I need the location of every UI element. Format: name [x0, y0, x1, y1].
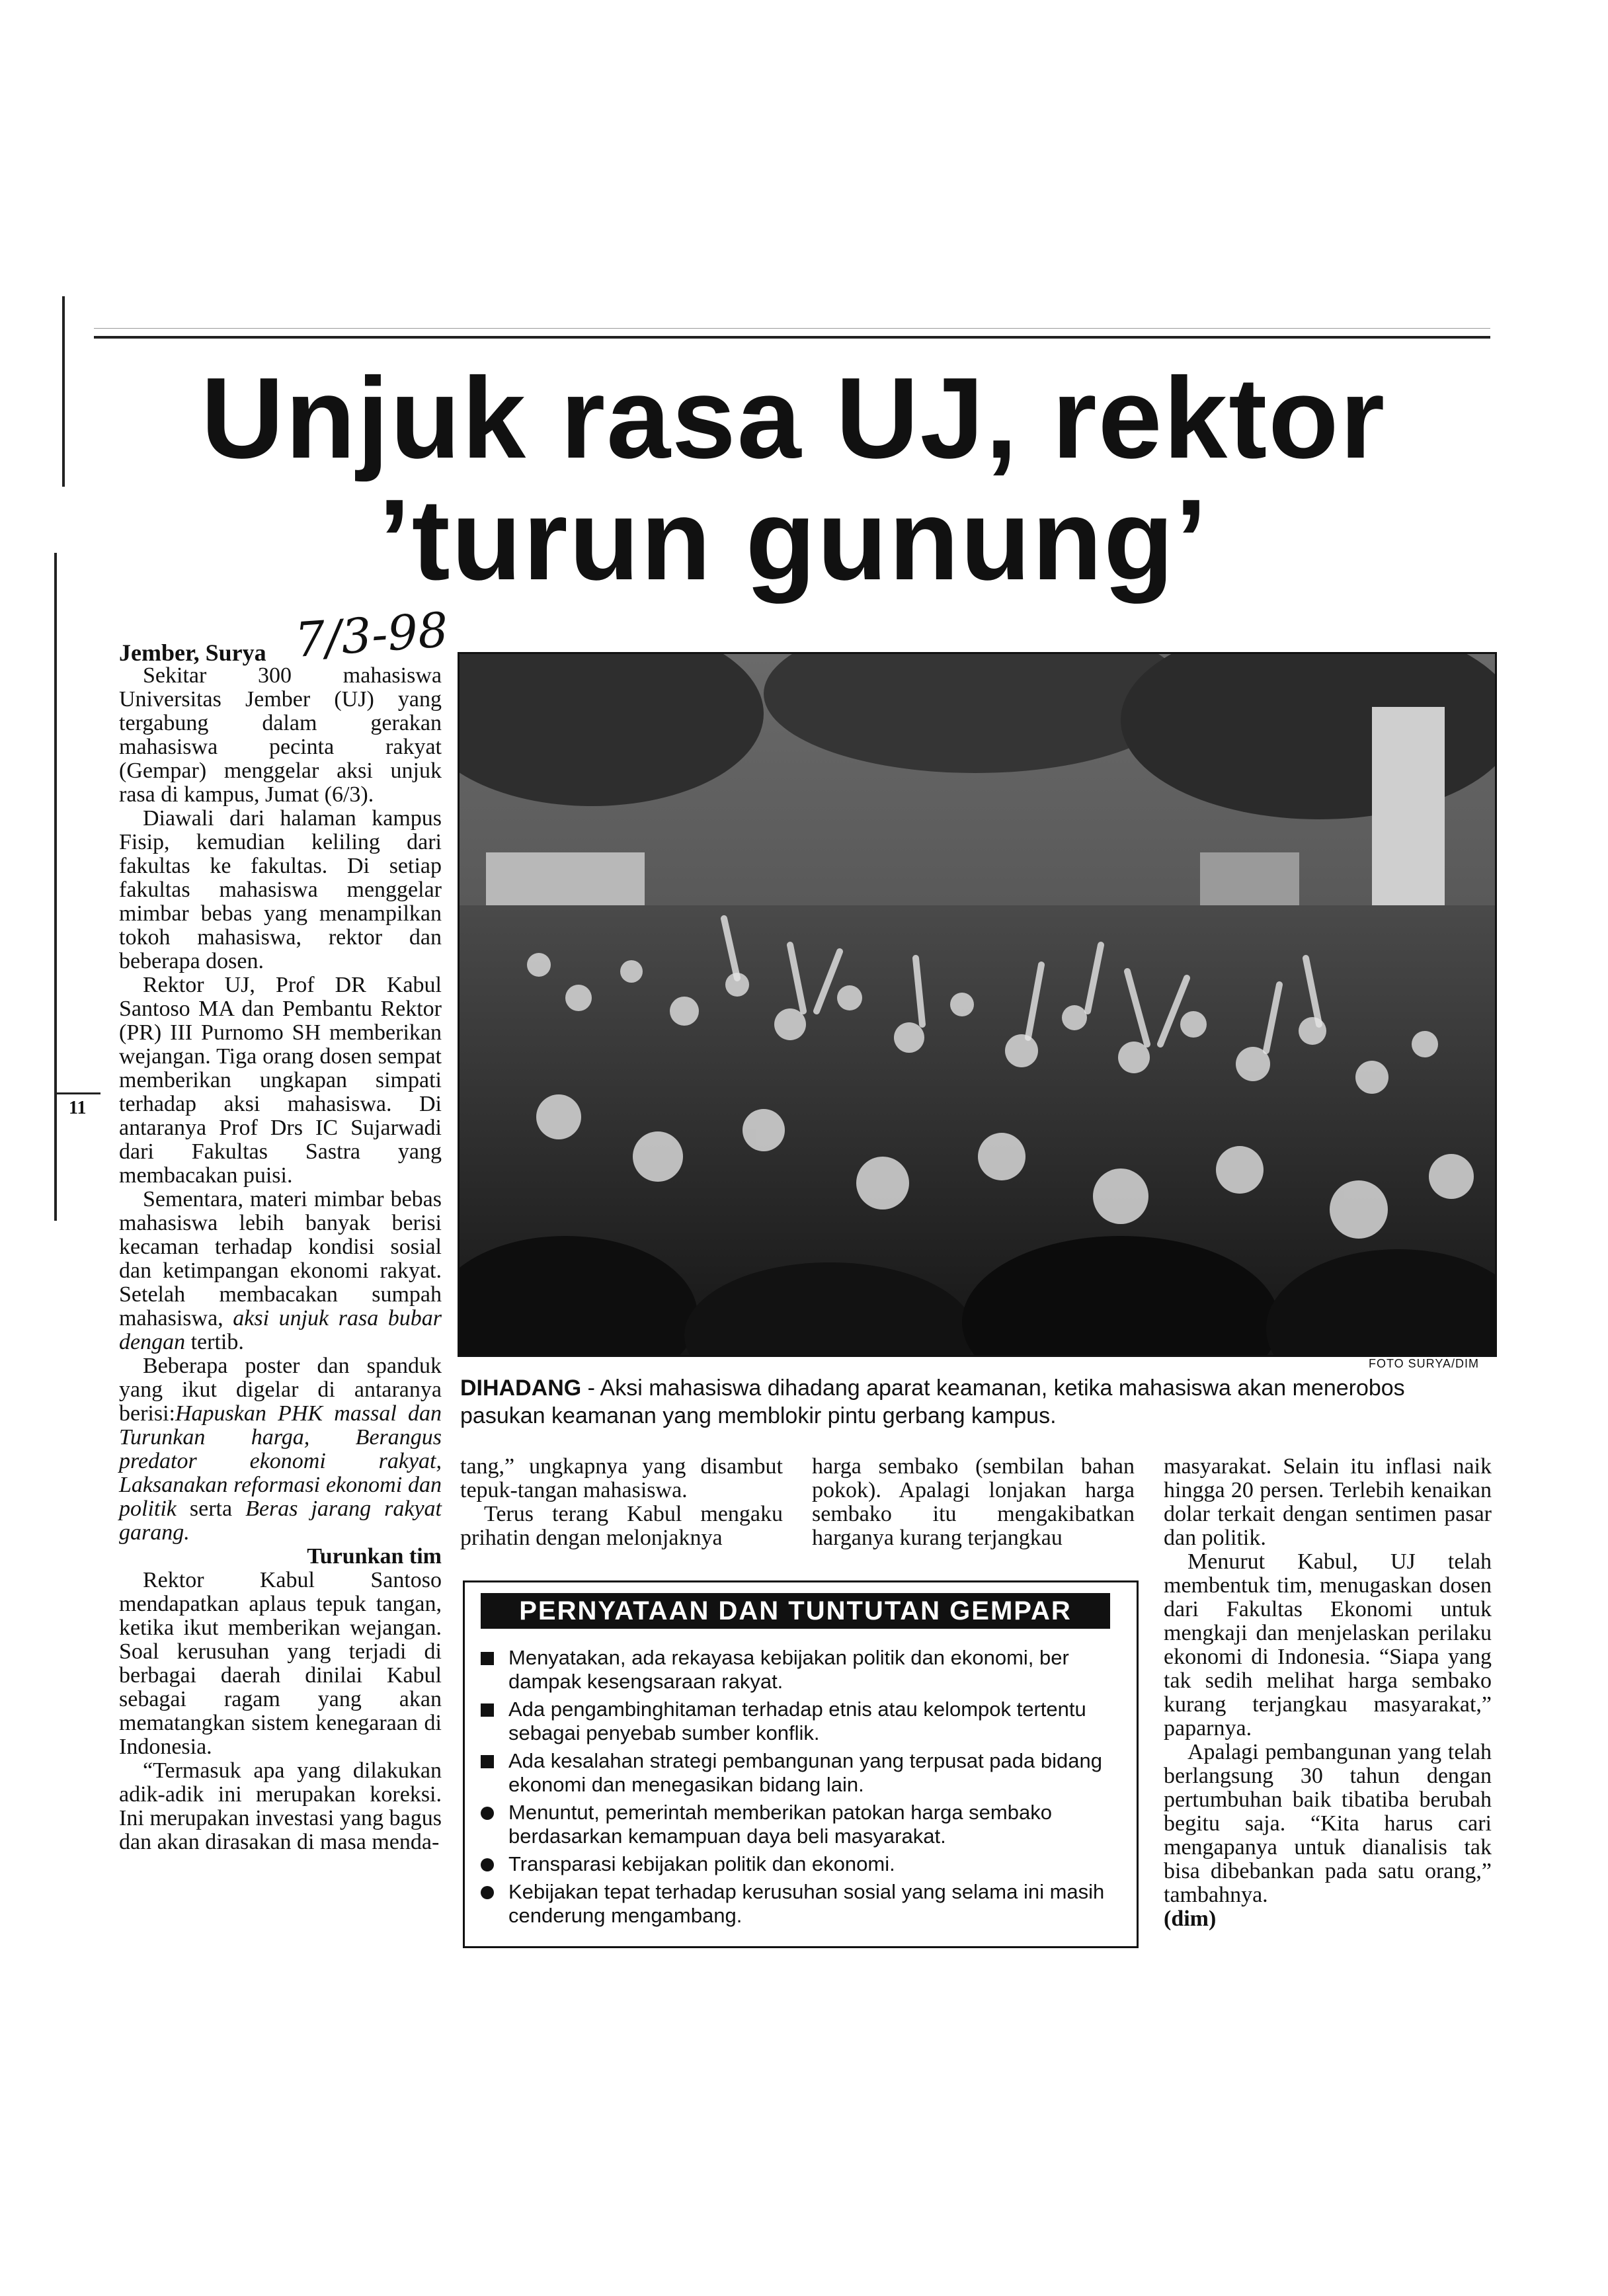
square-bullet-icon	[481, 1652, 494, 1665]
poster-slogan: Beras jarang rakyat garang.	[119, 1496, 442, 1545]
handwritten-date: 7/3-98	[293, 602, 450, 668]
paragraph-text: Beberapa poster dan spanduk yang ikut digelar di antaranya berisi:	[119, 1354, 442, 1426]
statement-item	[481, 1749, 1115, 1797]
statement-text: Menyatakan, ada rekayasa kebijakan politik dan ekonomi, ber dampak kesengsaraan rakyat.	[508, 1646, 1069, 1693]
statement-text: Ada pengambinghitaman terhadap etnis atau kelompok tertentu sebagai penyebab sumber konflik.	[508, 1698, 1086, 1744]
paragraph: Apalagi pembangunan yang telah berlangsung 30 tahun dengan pertumbuhan baik tibatiba berubah begitu saja. “Kita harus cari mengapanya untuk dianalisis tak bisa dibebankan pada satu orang,” tambahnya.	[1164, 1740, 1492, 1907]
square-bullet-icon	[481, 1755, 494, 1768]
demand-text: Kebijakan tepat terhadap kerusuhan sosial yang selama ini masih cenderung mengambang.	[508, 1880, 1105, 1927]
demand-item	[481, 1801, 1115, 1848]
round-bullet-icon	[481, 1886, 494, 1899]
paragraph: tang,” ungkapnya yang disambut tepuk-tangan mahasiswa.	[460, 1454, 783, 1502]
page-number: 11	[69, 1098, 87, 1118]
statement-text: Ada kesalahan strategi pembangunan yang terpusat pada bidang ekonomi dan menegasikan bidang lain.	[508, 1749, 1102, 1796]
left-margin-rule	[62, 296, 65, 487]
statement-list	[481, 1646, 1115, 1932]
paragraph: “Termasuk apa yang dilakukan adik-adik ini merupakan koreksi. Ini merupakan investasi yang bagus dan akan dirasakan di masa menda-	[119, 1758, 442, 1854]
caption-lead: DIHADANG	[460, 1375, 582, 1401]
paragraph: masyarakat. Selain itu inflasi naik hingga 20 persen. Terlebih kenaikan dolar terkait dengan sentimen pasar dan politik.	[1164, 1454, 1492, 1550]
photo-caption	[460, 1374, 1492, 1430]
demand-text: Transparasi kebijakan politik dan ekonomi.	[508, 1852, 895, 1875]
paragraph: Sekitar 300 mahasiswa Universitas Jember (UJ) yang tergabung dalam gerakan mahasiswa pecinta rakyat (Gempar) menggelar aksi unjuk rasa di kampus, Jumat (6/3).	[119, 663, 442, 807]
paragraph-text: Sementara, materi mimbar bebas mahasiswa lebih banyak berisi kecaman terhadap kondisi sosial dan ketimpangan ekonomi rakyat. Setelah membacakan sumpah mahasiswa,	[119, 1187, 442, 1331]
headline-line-2: ’turun gunung’	[378, 475, 1209, 604]
paragraph: Terus terang Kabul mengaku prihatin dengan melonjaknya	[460, 1502, 783, 1550]
square-bullet-icon	[481, 1703, 494, 1717]
statement-item	[481, 1646, 1115, 1694]
statement-item	[481, 1698, 1115, 1745]
paragraph: Menurut Kabul, UJ telah membentuk tim, menugaskan dosen dari Fakultas Ekonomi untuk mengkaji dan menjelaskan perilaku ekonomi di Indonesia. “Siapa yang tak sedih melihat harga sembako kurang terjangkau masyarakat,” paparnya.	[1164, 1549, 1492, 1741]
crowd-photo-illustration	[460, 654, 1495, 1355]
article-column-left	[119, 664, 442, 1854]
article-column-mid-b	[812, 1455, 1135, 1550]
article-column-right	[1164, 1455, 1492, 1931]
demand-item	[481, 1880, 1115, 1928]
headline-line-1: Unjuk rasa UJ, rektor	[200, 353, 1387, 482]
top-rule	[94, 336, 1490, 339]
paragraph	[119, 1354, 442, 1545]
demand-text: Menuntut, pemerintah memberikan patokan harga sembako berdasarkan kemampuan daya beli masyarakat.	[508, 1801, 1052, 1848]
paragraph: Diawali dari halaman kampus Fisip, kemudian keliling dari fakultas ke fakultas. Di setiap fakultas mahasiswa menggelar mimbar bebas yang menampilkan tokoh mahasiswa, rektor dan beberapa dosen.	[119, 806, 442, 973]
statement-box-title: PERNYATAAN DAN TUNTUTAN GEMPAR	[481, 1593, 1110, 1629]
left-margin-rule-lower	[54, 553, 57, 1221]
caption-text: - Aksi mahasiswa dihadang aparat keamanan, ketika mahasiswa akan menerobos pasukan keamanan yang memblokir pintu gerbang kampus.	[460, 1375, 1405, 1428]
paragraph-text: tertib.	[190, 1330, 244, 1354]
author-signoff: (dim)	[1164, 1906, 1217, 1931]
page-number-tick	[54, 1092, 100, 1094]
paragraph-text: serta	[189, 1496, 233, 1521]
paragraph-emphasis: aksi unjuk rasa bubar dengan	[119, 1306, 442, 1354]
top-thin-rule	[94, 328, 1490, 329]
paragraph: Rektor Kabul Santoso mendapatkan aplaus tepuk tangan, ketika ikut memberikan wejangan. Soal kerusuhan yang terjadi di berbagai daerah dinilai Kabul sebagai ragam yang akan mematangkan sistem kenegaraan di Indonesia.	[119, 1568, 442, 1759]
photo-credit: FOTO SURYA/DIM	[1369, 1357, 1480, 1370]
paragraph: Rektor UJ, Prof DR Kabul Santoso MA dan Pembantu Rektor (PR) III Purnomo SH memberikan wejangan. Tiga orang dosen sempat memberikan ungkapan simpati terhadap aksi mahasiswa. Di antaranya Prof Drs IC Sujarwadi dari Fakultas Sastra yang membacakan puisi.	[119, 973, 442, 1188]
statement-box	[463, 1580, 1139, 1948]
round-bullet-icon	[481, 1807, 494, 1820]
dateline: Jember, Surya	[119, 639, 266, 666]
poster-slogans: Hapuskan PHK massal dan Turunkan harga, Berangus predator ekonomi rakyat, Laksanakan reformasi ekonomi dan politik	[119, 1401, 442, 1521]
round-bullet-icon	[481, 1858, 494, 1871]
paragraph: harga sembako (sembilan bahan pokok). Apalagi lonjakan harga sembako itu mengakibatkan harganya kurang terjangkau	[812, 1454, 1135, 1550]
news-photo	[458, 652, 1497, 1357]
headline	[99, 353, 1488, 604]
article-column-mid-a	[460, 1455, 783, 1550]
paragraph	[119, 1188, 442, 1354]
demand-item	[481, 1852, 1115, 1876]
subheading: Turunkan tim	[307, 1544, 442, 1569]
